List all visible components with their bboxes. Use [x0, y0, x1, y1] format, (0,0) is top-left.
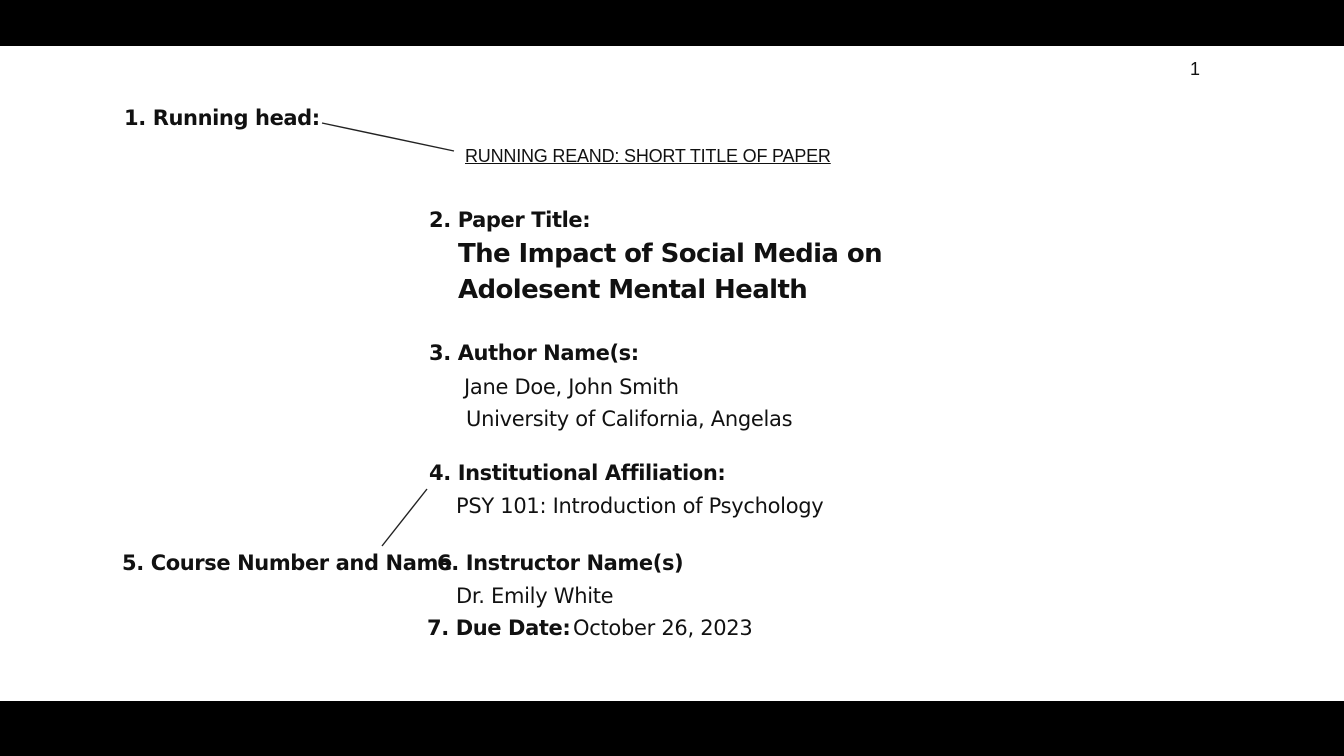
course-name: PSY 101: Introduction of Psychology [456, 494, 824, 518]
author-names: Jane Doe, John Smith [464, 375, 679, 399]
due-date-value: October 26, 2023 [573, 616, 753, 640]
author-label: 3. Author Name(s: [429, 341, 639, 365]
running-head-label: 1. Running head: [124, 106, 320, 130]
instructor-label: 6. Instructor Name(s) [437, 551, 684, 575]
title-page [0, 46, 1344, 701]
paper-title-line2: Adolesent Mental Health [458, 275, 808, 305]
paper-title-line1: The Impact of Social Media on [458, 239, 882, 269]
author-university: University of California, Angelas [466, 407, 793, 431]
due-date-label: 7. Due Date: [427, 616, 571, 640]
affiliation-label: 4. Institutional Affiliation: [429, 461, 726, 485]
page-number: 1 [1190, 59, 1201, 79]
bottom-letterbox-bar [0, 701, 1344, 756]
course-number-label: 5. Course Number and Name [122, 551, 452, 575]
annotation-lines [0, 46, 1344, 701]
paper-title-label: 2. Paper Title: [429, 208, 591, 232]
running-head-pointer-line [322, 123, 454, 151]
course-pointer-line [382, 489, 427, 546]
top-letterbox-bar [0, 0, 1344, 46]
instructor-name: Dr. Emily White [456, 584, 614, 608]
running-head-text: RUNNING REAND: SHORT TITLE OF PAPER [465, 146, 831, 166]
